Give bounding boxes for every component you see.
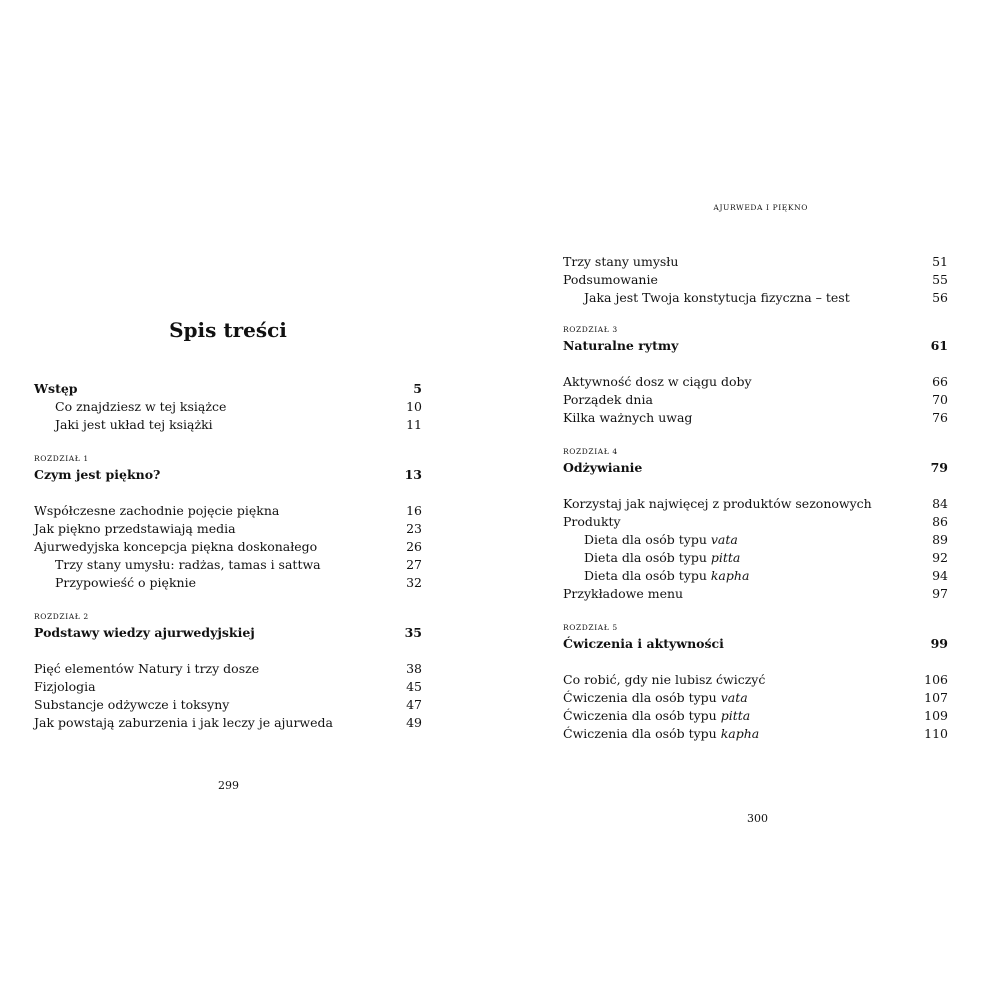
toc-chapter-3[interactable] <box>563 337 948 355</box>
entry-page: 92 <box>932 550 948 565</box>
entry-title: Współczesne zachodnie pojęcie piękna <box>34 503 280 518</box>
entry-page: 107 <box>924 690 948 705</box>
chapter-title: Czym jest piękno? <box>34 467 161 482</box>
toc-entry[interactable] <box>34 678 422 696</box>
toc-entry[interactable] <box>563 531 948 549</box>
toc-entry[interactable] <box>563 409 948 427</box>
entry-page: 55 <box>932 272 948 287</box>
entry-title: Aktywność dosz w ciągu doby <box>563 374 752 389</box>
entry-title: Jaki jest układ tej książki <box>55 417 213 432</box>
entry-title: Trzy stany umysłu <box>563 254 679 269</box>
toc-entry[interactable] <box>563 289 948 307</box>
entry-title: Korzystaj jak najwięcej z produktów sezonowych <box>563 496 872 511</box>
entry-title: Ćwiczenia dla osób typu vata <box>563 690 748 705</box>
entry-page: 79 <box>930 460 948 475</box>
entry-page: 5 <box>413 381 422 396</box>
entry-page: 26 <box>406 539 422 554</box>
chapter-title: Odżywianie <box>563 460 643 475</box>
entry-title: Przypowieść o pięknie <box>55 575 196 590</box>
entry-title: Porządek dnia <box>563 392 653 407</box>
entry-title: Fizjologia <box>34 679 96 694</box>
entry-title: Ćwiczenia dla osób typu pitta <box>563 708 751 723</box>
toc-entry[interactable] <box>563 567 948 585</box>
entry-page: 89 <box>932 532 948 547</box>
right-page <box>500 0 1000 1000</box>
toc-entry[interactable] <box>34 714 422 732</box>
toc-right <box>563 253 948 743</box>
toc-chapter-4[interactable] <box>563 459 948 477</box>
page-number: 300 <box>747 812 768 825</box>
entry-title: Przykładowe menu <box>563 586 684 601</box>
toc-entry[interactable] <box>34 398 422 416</box>
entry-page: 84 <box>932 496 948 511</box>
toc-entry[interactable] <box>34 660 422 678</box>
entry-title: Jak powstają zaburzenia i jak leczy je ajurweda <box>34 715 333 730</box>
entry-title: Co znajdziesz w tej książce <box>55 399 227 414</box>
entry-page: 35 <box>404 625 422 640</box>
toc-entry[interactable] <box>34 416 422 434</box>
chapter-label: ROZDZIAŁ 2 <box>34 612 89 621</box>
entry-page: 66 <box>932 374 948 389</box>
entry-title: Kilka ważnych uwag <box>563 410 693 425</box>
toc-entry[interactable] <box>34 502 422 520</box>
entry-title: Jak piękno przedstawiają media <box>34 521 236 536</box>
entry-page: 11 <box>406 417 422 432</box>
toc-chapter-1[interactable] <box>34 466 422 484</box>
toc-entry[interactable] <box>34 696 422 714</box>
entry-page: 51 <box>932 254 948 269</box>
toc-entry[interactable] <box>563 271 948 289</box>
chapter-label: ROZDZIAŁ 3 <box>563 325 618 334</box>
entry-page: 97 <box>932 586 948 601</box>
toc-entry[interactable] <box>563 585 948 603</box>
chapter-title: Ćwiczenia i aktywności <box>563 636 724 651</box>
entry-page: 99 <box>930 636 948 651</box>
toc-chapter-5[interactable] <box>563 635 948 653</box>
toc-entry-intro[interactable] <box>34 380 422 398</box>
toc-entry[interactable] <box>563 495 948 513</box>
chapter-label: ROZDZIAŁ 1 <box>34 454 89 463</box>
toc-entry[interactable] <box>34 520 422 538</box>
entry-title: Trzy stany umysłu: radżas, tamas i sattwa <box>55 557 321 572</box>
entry-title: Jaka jest Twoja konstytucja fizyczna – test <box>584 290 850 305</box>
page-number: 299 <box>218 779 239 792</box>
toc-entry[interactable] <box>34 538 422 556</box>
chapter-title: Podstawy wiedzy ajurwedyjskiej <box>34 625 255 640</box>
entry-page: 56 <box>932 290 948 305</box>
running-header: AJURWEDA I PIĘKNO <box>713 203 808 212</box>
entry-page: 76 <box>932 410 948 425</box>
toc-chapter-2[interactable] <box>34 624 422 642</box>
toc-entry[interactable] <box>563 549 948 567</box>
entry-title: Co robić, gdy nie lubisz ćwiczyć <box>563 672 766 687</box>
entry-title: Substancje odżywcze i toksyny <box>34 697 230 712</box>
toc-entry[interactable] <box>34 556 422 574</box>
toc-entry[interactable] <box>563 725 948 743</box>
entry-page: 45 <box>406 679 422 694</box>
entry-title: Dieta dla osób typu pitta <box>584 550 741 565</box>
toc-entry[interactable] <box>563 391 948 409</box>
entry-page: 32 <box>406 575 422 590</box>
toc-entry[interactable] <box>563 513 948 531</box>
toc-title: Spis treści <box>169 318 287 342</box>
entry-page: 109 <box>924 708 948 723</box>
entry-title: Dieta dla osób typu vata <box>584 532 738 547</box>
entry-page: 47 <box>406 697 422 712</box>
entry-title: Produkty <box>563 514 621 529</box>
toc-entry[interactable] <box>563 253 948 271</box>
entry-page: 94 <box>932 568 948 583</box>
entry-title: Podsumowanie <box>563 272 658 287</box>
entry-page: 49 <box>406 715 422 730</box>
entry-title: Dieta dla osób typu kapha <box>584 568 750 583</box>
toc-entry[interactable] <box>563 373 948 391</box>
entry-page: 13 <box>404 467 422 482</box>
entry-page: 70 <box>932 392 948 407</box>
entry-page: 10 <box>406 399 422 414</box>
entry-page: 110 <box>924 726 948 741</box>
chapter-title: Naturalne rytmy <box>563 338 679 353</box>
entry-title: Pięć elementów Natury i trzy dosze <box>34 661 260 676</box>
chapter-label: ROZDZIAŁ 4 <box>563 447 618 456</box>
entry-page: 23 <box>406 521 422 536</box>
entry-title: Wstęp <box>34 381 78 396</box>
toc-entry[interactable] <box>563 671 948 689</box>
toc-entry[interactable] <box>563 689 948 707</box>
entry-page: 86 <box>932 514 948 529</box>
toc-entry[interactable] <box>34 574 422 592</box>
entry-title: Ćwiczenia dla osób typu kapha <box>563 726 760 741</box>
entry-page: 106 <box>924 672 948 687</box>
chapter-label: ROZDZIAŁ 5 <box>563 623 618 632</box>
toc-left <box>34 380 422 732</box>
entry-page: 38 <box>406 661 422 676</box>
toc-entry[interactable] <box>563 707 948 725</box>
entry-page: 16 <box>406 503 422 518</box>
entry-page: 61 <box>930 338 948 353</box>
entry-page: 27 <box>406 557 422 572</box>
entry-title: Ajurwedyjska koncepcja piękna doskonałego <box>34 539 318 554</box>
